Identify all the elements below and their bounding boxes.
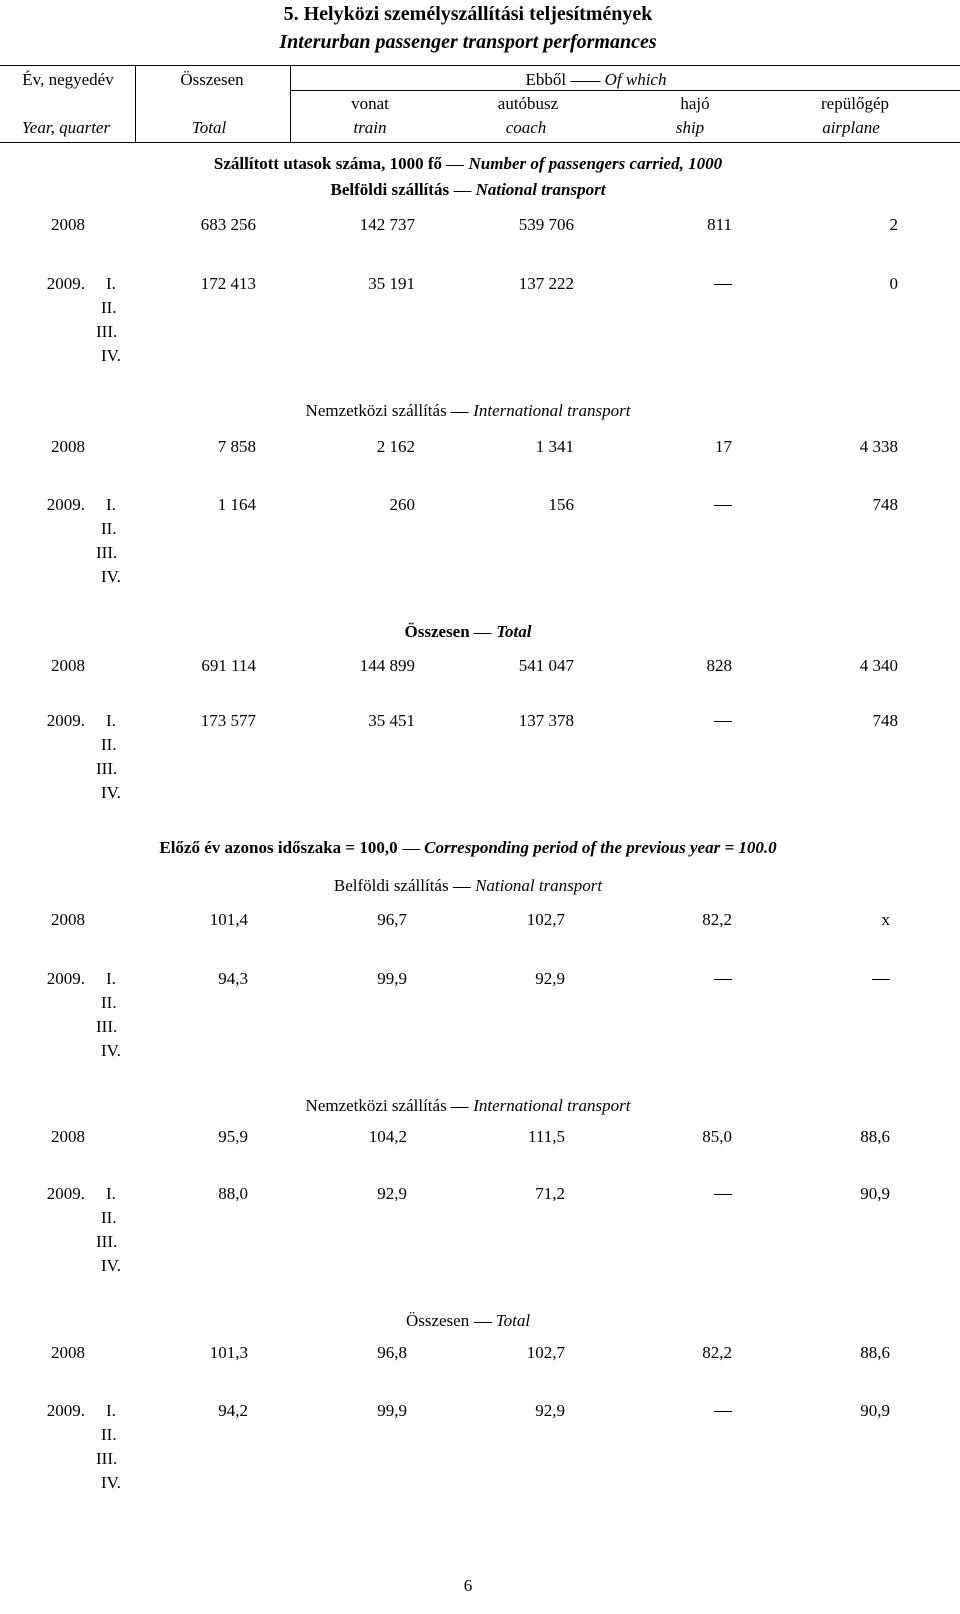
cell-coach: 102,7: [526, 1343, 565, 1362]
cell-coach: 541 047: [518, 656, 574, 675]
cell-airplane: 0: [889, 274, 898, 293]
cell-train: 2 162: [376, 437, 415, 456]
group-heading-0-1: [306, 402, 631, 419]
group-heading-0-2: [405, 623, 532, 640]
cell-train: 92,9: [377, 1184, 407, 1203]
cell-airplane: 748: [872, 711, 898, 730]
cell-total: 173 577: [200, 711, 256, 730]
row-year: 2009.: [46, 274, 85, 293]
group-heading-0-2-hu: Összesen: [404, 622, 470, 641]
group-heading-0-1-hu: Nemzetközi szállítás: [305, 401, 447, 420]
group-heading-0-0-hu: Belföldi szállítás: [330, 180, 450, 199]
group-heading-0-0-en: National transport: [475, 180, 606, 199]
cell-ship: 82,2: [702, 910, 732, 929]
group-heading-1-1-hu: Nemzetközi szállítás: [305, 1096, 447, 1115]
section-heading-1-hu: Előző év azonos időszaka = 100,0: [159, 838, 398, 857]
cell-airplane: 4 340: [859, 656, 898, 675]
row-quarter: I.: [106, 969, 116, 988]
cell-ship-dash: [714, 1194, 732, 1195]
ofwhich-rule: [290, 90, 960, 91]
group-heading-0-1-dash: [451, 412, 469, 413]
cell-total: 172 413: [200, 274, 256, 293]
col-ship-hu: hajó: [680, 94, 710, 113]
cell-airplane: 88,6: [860, 1127, 890, 1146]
row-year: 2009.: [46, 1184, 85, 1203]
group-heading-1-1-dash: [451, 1107, 469, 1108]
header-divider-1: [135, 65, 136, 142]
header-divider-2: [290, 65, 291, 142]
section-heading-1-en: Corresponding period of the previous year = 100.0: [424, 838, 777, 857]
cell-total: 7 858: [217, 437, 256, 456]
section-heading-0-en: Number of passengers carried, 1000: [468, 154, 723, 173]
page-title: 5. Helyközi személyszállítási teljesítmények: [283, 3, 653, 25]
col-coach-en: coach: [505, 118, 547, 137]
col-train-en: train: [353, 118, 387, 137]
col-ofwhich: [526, 71, 667, 88]
cell-coach: 92,9: [535, 1401, 565, 1420]
cell-coach: 111,5: [528, 1127, 565, 1146]
row-quarter: II.: [101, 1425, 117, 1444]
col-airplane-hu: repülőgép: [821, 94, 889, 113]
cell-coach: 539 706: [518, 215, 574, 234]
row-year: 2008: [51, 1343, 85, 1362]
cell-ship: 85,0: [702, 1127, 732, 1146]
group-heading-1-2-hu: Összesen: [405, 1311, 470, 1330]
cell-airplane: 748: [872, 495, 898, 514]
cell-coach: 71,2: [535, 1184, 565, 1203]
cell-coach: 92,9: [535, 969, 565, 988]
cell-total: 1 164: [217, 495, 256, 514]
row-quarter: II.: [101, 1208, 117, 1227]
row-quarter: I.: [106, 1184, 116, 1203]
row-quarter: IV.: [101, 346, 121, 365]
row-year: 2009.: [46, 495, 85, 514]
cell-train: 144 899: [359, 656, 415, 675]
group-heading-1-0-en: National transport: [475, 876, 603, 895]
cell-total: 94,2: [218, 1401, 248, 1420]
row-quarter: II.: [101, 993, 117, 1012]
cell-ship: 17: [715, 437, 732, 456]
cell-ship-dash: [714, 505, 732, 506]
cell-train: 99,9: [377, 969, 407, 988]
row-quarter: III.: [96, 1017, 118, 1036]
cell-total: 691 114: [201, 656, 256, 675]
cell-ship: 82,2: [702, 1343, 732, 1362]
col-train-hu: vonat: [351, 94, 389, 113]
cell-coach: 102,7: [526, 910, 565, 929]
col-year-en: Year, quarter: [21, 118, 111, 137]
cell-ship-dash: [714, 979, 732, 980]
row-quarter: IV.: [101, 1473, 121, 1492]
row-quarter: III.: [96, 1232, 118, 1251]
row-quarter: I.: [106, 274, 116, 293]
cell-ship-dash: [714, 721, 732, 722]
col-ship-en: ship: [675, 118, 705, 137]
section-heading-0-hu: Szállított utasok száma, 1000 fő: [213, 154, 442, 173]
row-year: 2008: [51, 437, 85, 456]
cell-coach: 156: [548, 495, 574, 514]
cell-total: 101,3: [209, 1343, 248, 1362]
ofwhich-en: Of which: [604, 70, 667, 89]
row-quarter: II.: [101, 298, 117, 317]
header-top-rule: [0, 65, 960, 66]
row-quarter: IV.: [101, 567, 121, 586]
col-coach-hu: autóbusz: [497, 94, 559, 113]
group-heading-0-0: [331, 181, 606, 198]
cell-airplane: 4 338: [859, 437, 898, 456]
cell-train: 260: [389, 495, 415, 514]
row-quarter: III.: [96, 1449, 118, 1468]
cell-train: 96,7: [377, 910, 407, 929]
cell-airplane-dash: [872, 979, 890, 980]
group-heading-0-2-en: Total: [496, 622, 532, 641]
section-heading-1-dash: [402, 849, 420, 850]
cell-train: 104,2: [368, 1127, 407, 1146]
section-heading-1: [159, 839, 776, 856]
row-quarter: III.: [96, 543, 118, 562]
cell-total: 94,3: [218, 969, 248, 988]
row-year: 2008: [51, 656, 85, 675]
cell-train: 35 451: [368, 711, 415, 730]
cell-coach: 137 222: [518, 274, 574, 293]
group-heading-1-0-hu: Belföldi szállítás: [333, 876, 449, 895]
cell-ship: 828: [706, 656, 732, 675]
cell-airplane: 90,9: [860, 1401, 890, 1420]
page-number: 6: [463, 1576, 473, 1595]
group-heading-1-1-en: International transport: [473, 1096, 631, 1115]
group-heading-0-1-en: International transport: [473, 401, 631, 420]
cell-airplane: 88,6: [860, 1343, 890, 1362]
cell-coach: 137 378: [518, 711, 574, 730]
section-heading-0-dash: [446, 165, 464, 166]
col-total-hu: Összesen: [180, 70, 244, 89]
row-quarter: II.: [101, 735, 117, 754]
group-heading-1-2: [406, 1312, 530, 1329]
row-quarter: III.: [96, 322, 118, 341]
cell-train: 142 737: [359, 215, 415, 234]
row-quarter: II.: [101, 519, 117, 538]
group-heading-1-1: [306, 1097, 631, 1114]
ofwhich-dash: [570, 81, 600, 82]
row-quarter: III.: [96, 759, 118, 778]
group-heading-1-2-en: Total: [495, 1311, 531, 1330]
group-heading-0-2-dash: [474, 633, 492, 634]
cell-total: 683 256: [200, 215, 256, 234]
row-year: 2008: [51, 215, 85, 234]
cell-coach: 1 341: [535, 437, 574, 456]
row-quarter: IV.: [101, 1256, 121, 1275]
cell-train: 99,9: [377, 1401, 407, 1420]
col-total-en: Total: [191, 118, 227, 137]
page-subtitle: Interurban passenger transport performances: [279, 31, 657, 53]
ofwhich-hu: Ebből: [525, 70, 567, 89]
cell-airplane: x: [881, 910, 890, 929]
row-quarter: I.: [106, 711, 116, 730]
group-heading-0-0-dash: [453, 191, 471, 192]
cell-airplane: 2: [889, 215, 898, 234]
cell-train: 96,8: [377, 1343, 407, 1362]
row-quarter: I.: [106, 495, 116, 514]
cell-airplane: 90,9: [860, 1184, 890, 1203]
cell-total: 95,9: [218, 1127, 248, 1146]
row-quarter: IV.: [101, 1041, 121, 1060]
row-quarter: IV.: [101, 783, 121, 802]
header-bottom-rule: [0, 142, 960, 143]
cell-ship-dash: [714, 284, 732, 285]
cell-ship-dash: [714, 1411, 732, 1412]
row-year: 2008: [51, 1127, 85, 1146]
section-heading-0: [214, 155, 722, 172]
row-year: 2009.: [46, 969, 85, 988]
col-year-hu: Év, negyedév: [22, 70, 114, 89]
group-heading-1-0: [334, 877, 602, 894]
row-quarter: I.: [106, 1401, 116, 1420]
row-year: 2008: [51, 910, 85, 929]
row-year: 2009.: [46, 1401, 85, 1420]
cell-total: 101,4: [209, 910, 248, 929]
cell-ship: 811: [707, 215, 732, 234]
group-heading-1-0-dash: [453, 887, 471, 888]
group-heading-1-2-dash: [473, 1322, 491, 1323]
col-airplane-en: airplane: [822, 118, 880, 137]
cell-total: 88,0: [218, 1184, 248, 1203]
cell-train: 35 191: [368, 274, 415, 293]
row-year: 2009.: [46, 711, 85, 730]
